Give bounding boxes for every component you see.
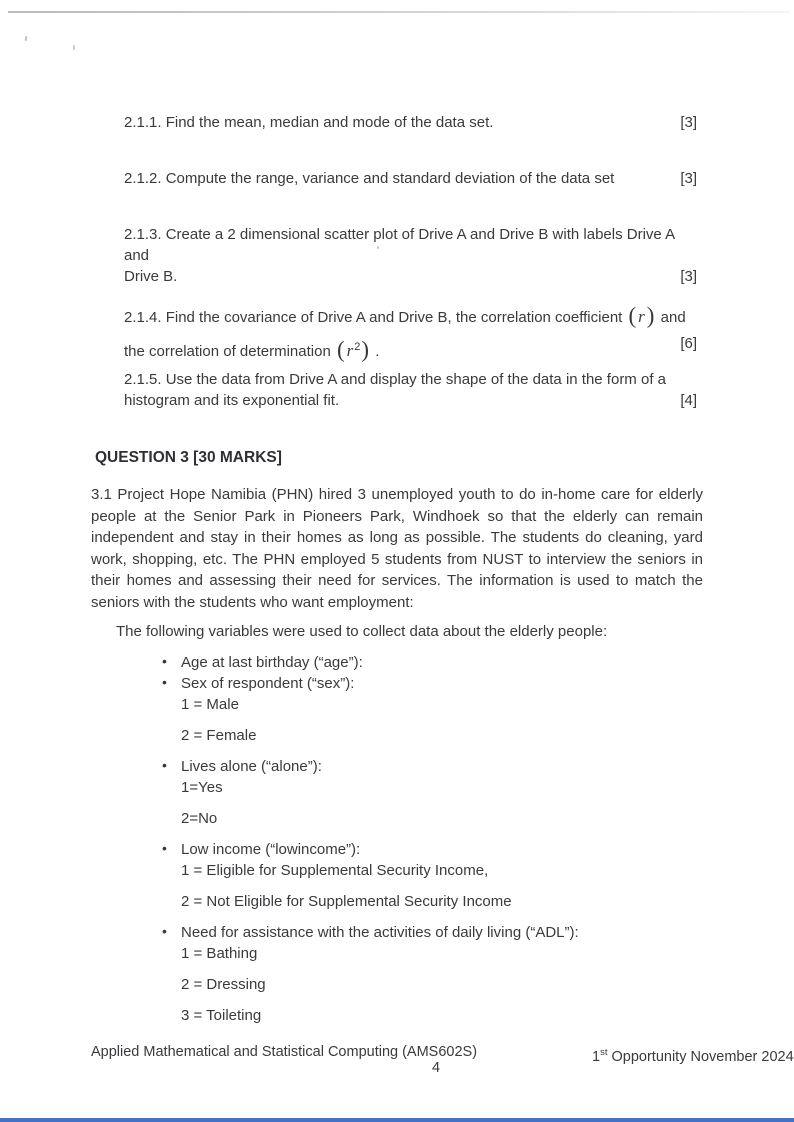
variable-value: 1 = Male bbox=[181, 696, 239, 713]
question-text-line1: 2.1.4. Find the covariance of Drive A and Drive B, the correlation coefficient ( r) and bbox=[124, 303, 686, 328]
math-r-squared-in-parens: ( $r^2$) bbox=[336, 337, 370, 362]
variable-label: Lives alone (“alone”): bbox=[181, 758, 322, 775]
bullet-icon: • bbox=[162, 653, 167, 669]
scan-speck bbox=[25, 36, 28, 41]
question-text-line1: 2.1.3. Create a 2 dimensional scatter plot of Drive A and Drive B with labels Drive A and bbox=[124, 226, 675, 264]
bullet-icon: • bbox=[162, 674, 167, 690]
variable-label: Need for assistance with the activities of daily living (“ADL”): bbox=[181, 924, 579, 941]
question-text: 2.1.2. Compute the range, variance and standard deviation of the data set bbox=[124, 170, 615, 187]
bullet-icon: • bbox=[162, 923, 167, 939]
footer-course-title: Applied Mathematical and Statistical Computing (AMS602S) bbox=[91, 1044, 478, 1060]
marks-badge: [3] bbox=[680, 268, 697, 285]
question-text-line2: the correlation of determination ( $r^2$) . bbox=[124, 337, 380, 362]
footer-exam-session: 1st Opportunity November 2024 bbox=[592, 1047, 794, 1065]
question-text: 2.1.1. Find the mean, median and mode of the data set. bbox=[124, 114, 494, 131]
bottom-blue-bar bbox=[0, 1118, 794, 1122]
question-text-line1: 2.1.5. Use the data from Drive A and display the shape of the data in the form of a bbox=[124, 371, 666, 388]
ordinal-superscript: st bbox=[600, 1047, 608, 1058]
page-number: 4 bbox=[431, 1060, 441, 1076]
bullet-icon: • bbox=[162, 840, 167, 856]
variable-group-lowincome bbox=[162, 839, 682, 912]
variable-label: Sex of respondent (“sex”): bbox=[181, 675, 355, 692]
question-item-2-1-1 bbox=[124, 112, 697, 133]
question-item-2-1-3 bbox=[124, 224, 697, 287]
question-item-2-1-4 bbox=[124, 300, 697, 366]
variable-group-age bbox=[162, 652, 682, 673]
variable-value: 3 = Toileting bbox=[181, 1007, 262, 1024]
variable-label: Low income (“lowincome”): bbox=[181, 841, 361, 858]
marks-badge: [3] bbox=[680, 114, 697, 131]
question-3-intro-paragraph: 3.1 Project Hope Namibia (PHN) hired 3 unemployed youth to do in-home care for elderly people at the Senior Park in Pioneers Park, Windhoek so that the elderly can remain independent and stay in their homes as long as possible. The students do cleaning, yard work, shopping, etc. The PHN employed 5 students from NUST to interview the seniors in their homes and assessing their need for services. The information is used to match the seniors with the students who want employment: bbox=[91, 486, 703, 611]
question-item-2-1-5 bbox=[124, 369, 697, 411]
variable-value: 1 = Eligible for Supplemental Security Income, bbox=[181, 862, 489, 879]
variable-value: 2 = Dressing bbox=[181, 976, 266, 993]
marks-badge: [4] bbox=[680, 392, 697, 409]
question-item-2-1-2 bbox=[124, 168, 697, 189]
math-r-in-parens: ( r) bbox=[628, 303, 655, 328]
variable-value: 2=No bbox=[181, 810, 218, 827]
variable-group-adl bbox=[162, 922, 682, 1026]
marks-badge: [3] bbox=[680, 170, 697, 187]
variable-label: Age at last birthday (“age”): bbox=[181, 654, 363, 671]
variable-value: 2 = Not Eligible for Supplemental Security Income bbox=[181, 893, 512, 910]
variables-lead-line: The following variables were used to collect data about the elderly people: bbox=[116, 623, 608, 640]
variable-group-alone bbox=[162, 756, 682, 829]
variables-list bbox=[162, 652, 682, 1036]
question-3-heading: QUESTION 3 [30 MARKS] bbox=[95, 449, 282, 466]
bullet-icon: • bbox=[162, 757, 167, 773]
variable-value: 1=Yes bbox=[181, 779, 223, 796]
question-text-line2: histogram and its exponential fit. bbox=[124, 392, 340, 409]
scan-artifact-line bbox=[8, 11, 790, 13]
variable-value: 1 = Bathing bbox=[181, 945, 258, 962]
variable-value: 2 = Female bbox=[181, 727, 257, 744]
scan-speck bbox=[73, 45, 75, 50]
marks-badge: [6] bbox=[680, 335, 697, 352]
variable-group-sex bbox=[162, 673, 682, 746]
question-text-line2: Drive B. bbox=[124, 268, 178, 285]
